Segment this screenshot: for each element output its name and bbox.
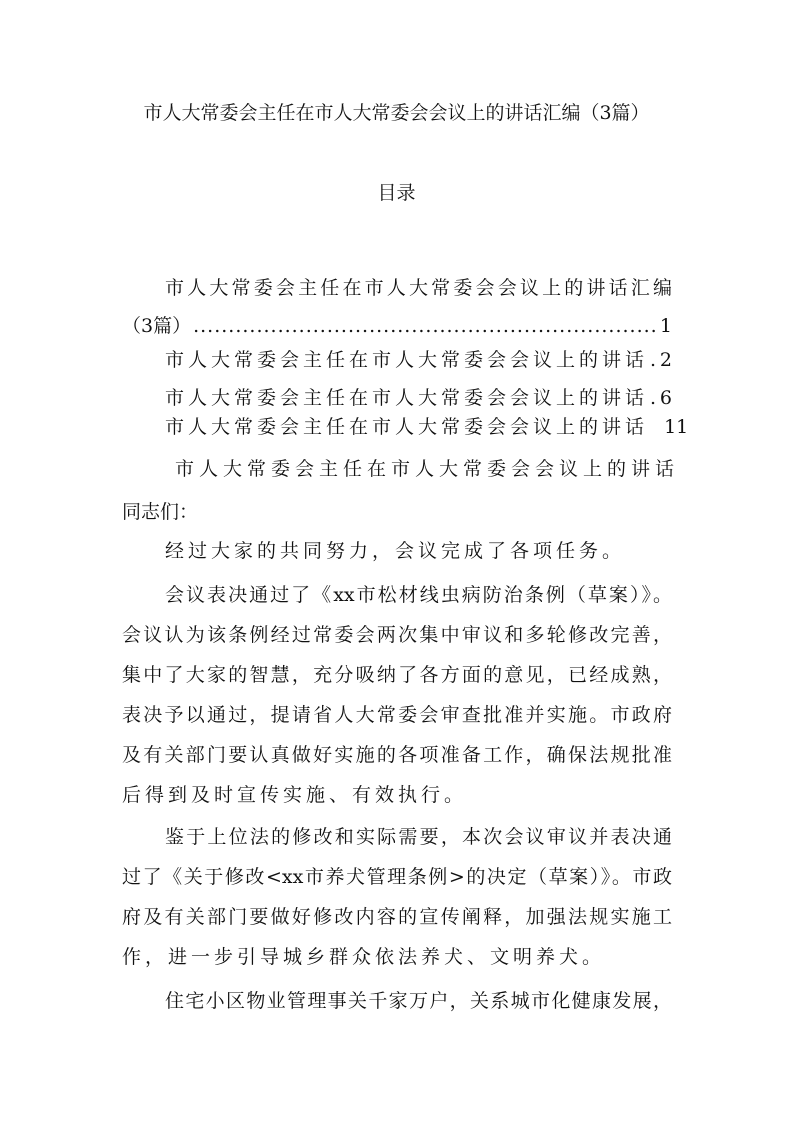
toc-entry-1[interactable] (122, 313, 672, 339)
toc-entry-text: 市人大常委会主任在市人大常委会会议上的讲话 (165, 387, 649, 409)
body-line: 集中了大家的智慧，充分吸纳了各方面的意见，已经成熟， (122, 664, 672, 686)
body-line: 表决予以通过，提请省人大常委会审查批准并实施。市政府 (122, 704, 672, 726)
toc-entry-4[interactable] (165, 414, 689, 440)
body-line: 鉴于上位法的修改和实际需要，本次会议审议并表决通 (165, 826, 672, 848)
body-line: 作，进一步引导城乡群众依法养犬、文明养犬。 (122, 946, 606, 968)
toc-leader (193, 313, 658, 339)
toc-page-number: 1 (659, 315, 672, 337)
body-line: 会议表决通过了《xx市松材线虫病防治条例（草案）》。 (165, 584, 672, 606)
toc-leader (650, 385, 658, 411)
toc-entry-1-line1[interactable]: 市人大常委会主任在市人大常委会会议上的讲话汇编 (165, 277, 672, 299)
toc-entry-text: 市人大常委会主任在市人大常委会会议上的讲话 (165, 349, 649, 371)
body-line: 住宅小区物业管理事关千家万户，关系城市化健康发展， (165, 990, 672, 1012)
toc-heading: 目录 (377, 182, 416, 204)
section-heading: 市人大常委会主任在市人大常委会会议上的讲话 (175, 458, 680, 480)
toc-leader (650, 347, 658, 373)
salutation: 同志们： (122, 501, 199, 523)
body-line: 过了《关于修改<xx市养犬管理条例>的决定（草案）》。市政 (122, 866, 672, 888)
toc-entry-text: 市人大常委会主任在市人大常委会会议上的讲话 (165, 416, 649, 438)
body-line: 及有关部门要认真做好实施的各项准备工作，确保法规批准 (122, 744, 672, 766)
body-line: 府及有关部门要做好修改内容的宣传阐释，加强法规实施工 (122, 906, 672, 928)
toc-page-number: 11 (664, 416, 689, 438)
toc-entry-2[interactable] (165, 347, 672, 373)
toc-entry-text: （3篇） (122, 315, 192, 337)
body-line: 经过大家的共同努力，会议完成了各项任务。 (165, 540, 626, 562)
toc-entry-3[interactable] (165, 385, 672, 411)
document-title: 市人大常委会主任在市人大常委会会议上的讲话汇编（3篇） (143, 102, 650, 124)
toc-page-number: 2 (659, 349, 672, 371)
body-line: 后得到及时宣传实施、有效执行。 (122, 784, 468, 806)
toc-page-number: 6 (659, 387, 672, 409)
body-line: 会议认为该条例经过常委会两次集中审议和多轮修改完善， (122, 624, 672, 646)
